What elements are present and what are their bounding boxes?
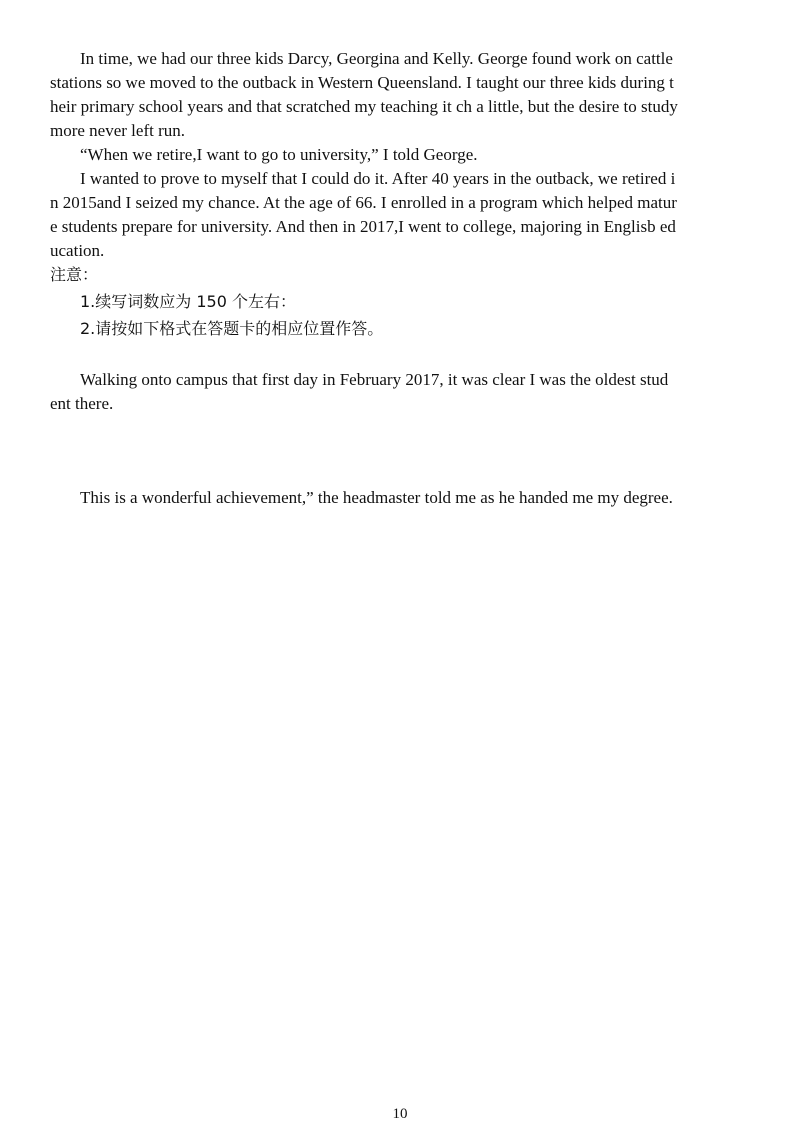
passage-line: In time, we had our three kids Darcy, Georgina and Kelly. George found work on cattle [80, 49, 673, 68]
notes-heading: 注意： [50, 265, 99, 284]
passage-line: “When we retire,I want to go to university,” I told George. [80, 145, 478, 164]
continuation-paragraph-2: This is a wonderful achievement,” the headmaster told me as he handed me my degree. [80, 488, 673, 507]
passage-line: more never left run. [50, 121, 185, 140]
passage-line: e students prepare for university. And then in 2017,I went to college, majoring in Englisb ed [50, 217, 676, 236]
continuation-paragraph-1-line: ent there. [50, 394, 114, 413]
passage-line: ucation. [50, 241, 105, 260]
continuation-paragraph-1-line: Walking onto campus that first day in February 2017, it was clear I was the oldest stud [80, 370, 669, 389]
passage-line: n 2015and I seized my chance. At the age of 66. I enrolled in a program which helped matur [50, 193, 677, 212]
notes-item: 1.续写词数应为 150 个左右： [80, 292, 296, 311]
passage-line: stations so we moved to the outback in Western Queensland. I taught our three kids during t [50, 73, 674, 92]
passage-line: I wanted to prove to myself that I could do it. After 40 years in the outback, we retired i [80, 169, 676, 188]
passage-line: heir primary school years and that scratched my teaching it ch a little, but the desire to study [50, 97, 678, 116]
page-number: 10 [392, 1106, 408, 1122]
notes-item: 2.请按如下格式在答题卡的相应位置作答。 [80, 319, 384, 338]
